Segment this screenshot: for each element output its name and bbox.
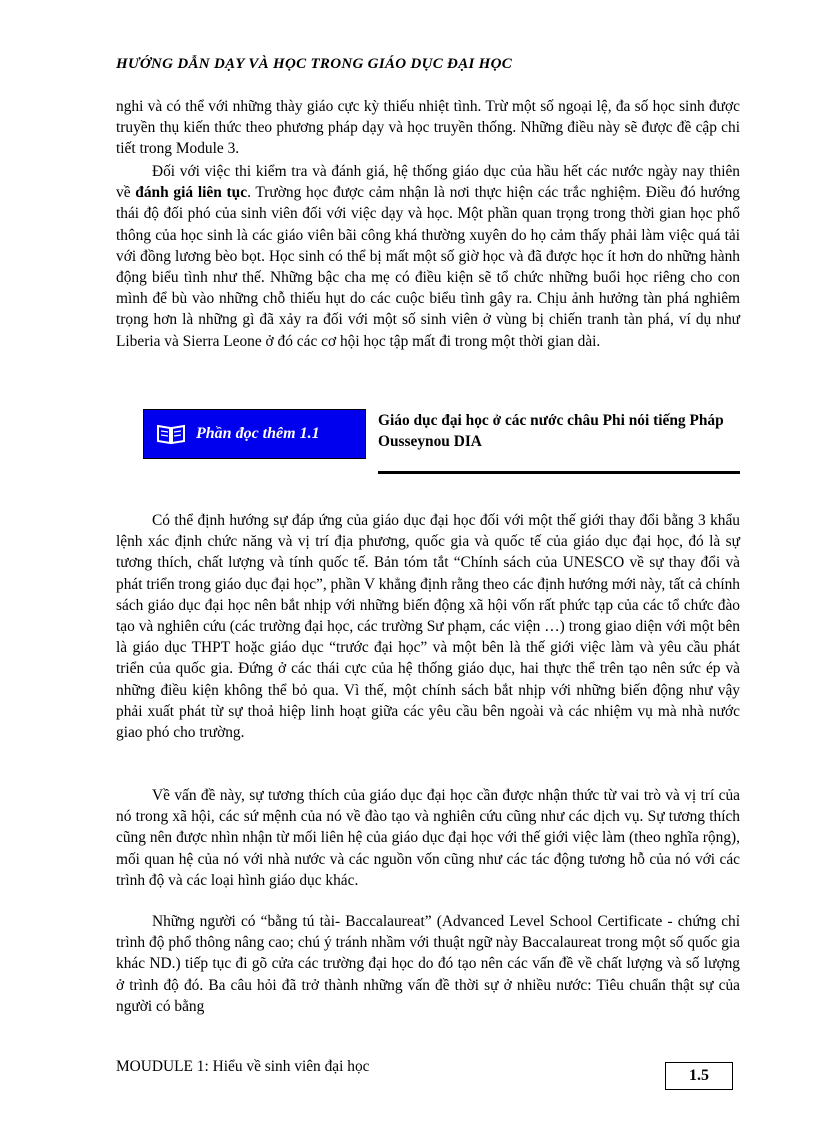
paragraph-text — [116, 161, 740, 352]
running-header: HƯỚNG DẪN DẠY VÀ HỌC TRONG GIÁO DỤC ĐẠI HỌC — [116, 56, 513, 72]
emphasis-continuous-assessment: đánh giá liên tục — [135, 184, 248, 202]
page-number-box — [665, 1062, 733, 1090]
page-number: 1.5 — [689, 1067, 709, 1084]
paragraph-assessment — [116, 161, 740, 352]
paragraph-text: Có thể định hướng sự đáp ứng của giáo dục đại học đối với một thế giới thay đổi bằng 3 khẩu lệnh xác định chức năng và vị trí địa phương, quốc gia và quốc tế của giáo dục đại học, đó là sự tương thích, chất lượng và tính quốc tế. Bản tóm tắt “Chính sách của UNESCO về sự thay đổi và phát triển trong giáo dục đại học”, phần V khẳng định rằng theo các định hướng mới này, tất cả chính sách giáo dục đại học nên bắt nhịp với những biến động xã hội vốn rất phức tạp của các tổ chức đào tạo và nghiên cứu (các trường đại học, các trường Sư phạm, các viện …) trong giao diện với một bên là giáo dục THPT hoặc giáo dục “trước đại học” và một bên là thế giới việc làm và yêu cầu phát triển của quốc gia. Đứng ở các thái cực của hệ thống giáo dục, hai thực thể trên tạo nên sức ép và những điều kiện không thể bỏ qua. Vì thế, một chính sách bắt nhịp với những biến động như vậy phải xuất phát từ sự thoả hiệp linh hoạt giữa các yêu cầu bên ngoài và các nhiệm vụ mà nhà nước giao phó cho trường. — [116, 512, 740, 742]
heading-divider — [378, 471, 740, 474]
reading-paragraph-2 — [116, 785, 740, 891]
paragraph-intro-continued — [116, 96, 740, 160]
callout-label: Phần đọc thêm 1.1 — [196, 425, 320, 442]
text-run: . Trường học được cảm nhận là nơi thực hiện các trắc nghiệm. Điều đó hướng thái độ đối phó của sinh viên đối với việc dạy và học. Một phần quan trọng trong thời gian học phổ thông của học sinh là các giáo viên bãi công khá thường xuyên do họ cảm thấy phải làm việc quá tải với đồng lương bèo bọt. Học sinh có thể bị mất một số giờ học và đã được học ít hơn do những hành động biểu tình như thế. Những bậc cha mẹ có điều kiện sẽ tổ chức những buổi học riêng cho con mình để bù vào những chỗ thiếu hụt do các cuộc biểu tình gây ra. Chịu ảnh hưởng tàn phá nghiêm trọng hơn là những gì đã xảy ra đối với một số sinh viên ở vùng bị chiến tranh tàn phá, ví dụ như Liberia và Sierra Leone ở đó các cơ hội học tập mất đi trong một thời gian dài. — [116, 184, 740, 350]
reading-paragraph-3 — [116, 911, 740, 1017]
reading-heading — [378, 410, 740, 452]
footer-module-label: MOUDULE 1: Hiểu về sinh viên đại học — [116, 1058, 370, 1075]
paragraph-text: Những người có “bằng tú tài- Baccalaureat” (Advanced Level School Certificate - chứng chỉ trình độ phổ thông nâng cao; chú ý tránh nhầm với thuật ngữ này Baccalaureat trong một số quốc gia khác ND.) tiếp tục đi gõ cửa các trường đại học do đó tạo nên các vấn đề về chất lượng và số lượng ở trình độ đó. Ba câu hỏi đã trở thành những vấn đề thời sự ở nhiều nước: Tiêu chuẩn thật sự của người có bằng — [116, 913, 740, 1015]
further-reading-callout — [143, 409, 366, 459]
open-book-icon — [156, 423, 186, 445]
paragraph-text: nghi và có thể với những thày giáo cực kỳ thiếu nhiệt tình. Trừ một số ngoại lệ, đa số học sinh được truyền thụ kiến thức theo phương pháp dạy và học truyền thống. Những điều này sẽ được đề cập chi tiết trong Module 3. — [116, 98, 740, 158]
reading-author: Ousseynou DIA — [378, 433, 482, 450]
reading-title: Giáo dục đại học ở các nước châu Phi nói tiếng Pháp — [378, 412, 724, 429]
text-run: Đối với việc thi kiểm tra và đánh giá, hệ thống giáo dục của hầu hết các nước ngày nay thiên về — [116, 163, 740, 202]
paragraph-text: Về vấn đề này, sự tương thích của giáo dục đại học cần được nhận thức từ vai trò và vị trí của nó trong xã hội, các sứ mệnh của nó về đào tạo và nghiên cứu cũng như các dịch vụ. Sự tương thích cũng nên được nhìn nhận từ mối liên hệ của giáo dục đại học với thế giới việc làm (theo nghĩa rộng), mối quan hệ của nó với nhà nước và các nguồn vốn cũng như các tác động tương hỗ của nó với các trình độ và các loại hình giáo dục khác. — [116, 787, 740, 889]
reading-paragraph-1 — [116, 510, 740, 743]
